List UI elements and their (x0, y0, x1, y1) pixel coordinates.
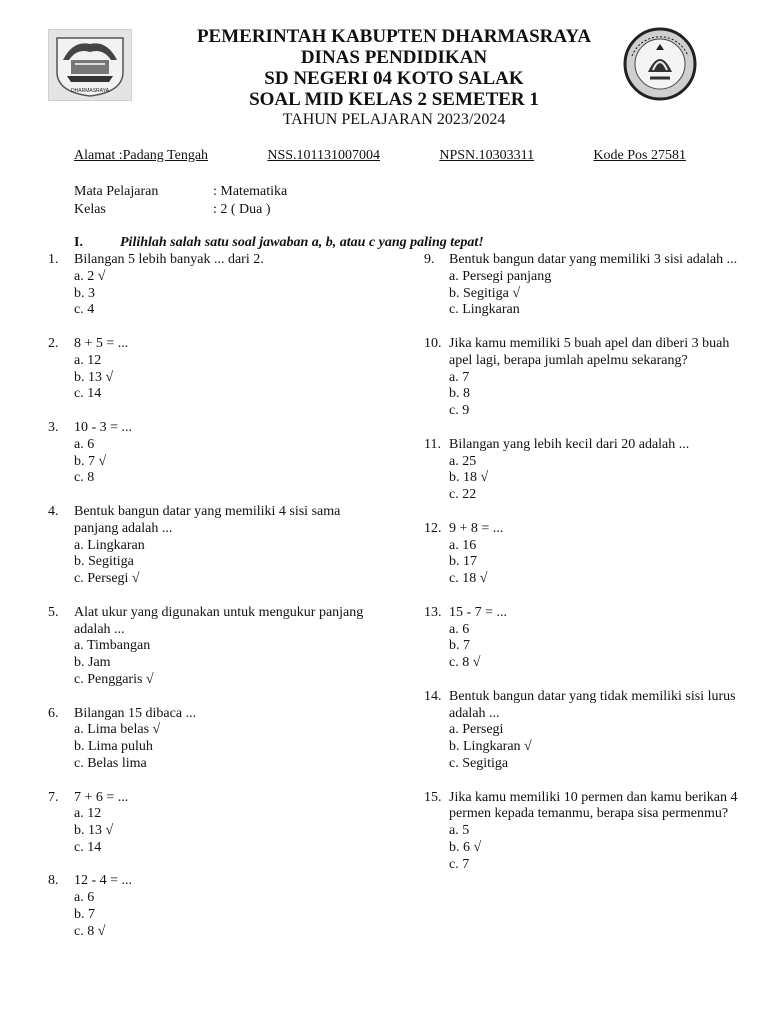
question-body (74, 252, 378, 319)
answer-option: a. 2 √ (74, 268, 106, 284)
answer-option: a. Persegi panjang (449, 268, 552, 284)
answer-option: a. 6 (74, 436, 95, 452)
header-line-2: DINAS PENDIDIKAN (300, 47, 488, 68)
question-text: Bentuk bangun datar yang tidak memiliki sisi lurus adalah ... (449, 688, 736, 721)
question-text: Bilangan 5 lebih banyak ... dari 2. (74, 252, 264, 267)
question-item (48, 252, 378, 319)
question-number: 14. (424, 688, 442, 704)
address-line (74, 148, 686, 164)
question-item (48, 706, 378, 773)
question-item (424, 521, 744, 588)
question-body (449, 336, 744, 420)
question-body (74, 605, 378, 689)
answer-option: a. Lingkaran (74, 537, 145, 553)
question-body (74, 504, 378, 588)
answer-option: a. Persegi (449, 722, 504, 738)
letterhead (0, 26, 768, 130)
answer-option: b. Segitiga √ (449, 285, 521, 301)
question-number: 10. (424, 335, 442, 351)
question-body (449, 790, 744, 874)
question-body (74, 873, 378, 940)
question-number: 9. (424, 252, 435, 267)
question-item (424, 605, 744, 672)
postal-code-text: Kode Pos 27581 (593, 148, 686, 163)
answer-option: a. 7 (449, 369, 470, 385)
answer-option: b. 17 (449, 554, 477, 570)
answer-option: c. 4 (74, 302, 95, 318)
answer-option: b. Jam (74, 655, 111, 671)
question-item (48, 790, 378, 857)
answer-option: c. 8 √ (74, 923, 106, 939)
answer-option: c. 18 √ (449, 571, 488, 587)
question-number: 8. (48, 873, 59, 889)
section-number: I. (74, 235, 83, 250)
answer-option: a. 12 (74, 352, 102, 368)
question-number: 13. (424, 604, 442, 620)
answer-option: b. Segitiga (74, 554, 134, 570)
questions-left-column (48, 252, 378, 957)
question-item (424, 252, 744, 319)
answer-option: b. 7 √ (74, 453, 107, 469)
answer-option: c. 14 (74, 386, 102, 402)
question-text: Bentuk bangun datar yang memiliki 3 sisi adalah ... (449, 252, 738, 267)
question-text: 9 + 8 = ... (449, 520, 504, 536)
question-body (74, 420, 378, 487)
subject-info (74, 183, 287, 219)
answer-option: b. 3 (74, 285, 95, 301)
question-body (74, 706, 378, 773)
question-item (48, 873, 378, 940)
subject-row (74, 183, 287, 201)
question-item (48, 504, 378, 588)
question-text: Bentuk bangun datar yang memiliki 4 sisi sama panjang adalah ... (74, 503, 341, 536)
answer-option: a. 6 (449, 621, 470, 637)
header-line-4: SOAL MID KELAS 2 SEMETER 1 (249, 89, 539, 110)
question-number: 12. (424, 520, 442, 536)
question-text: Jika kamu memiliki 10 permen dan kamu berikan 4 permen kepada temanmu, berapa sisa permenmu? (449, 789, 738, 822)
question-item (424, 790, 744, 874)
answer-option: c. Lingkaran (449, 302, 520, 318)
question-text: Alat ukur yang digunakan untuk mengukur panjang adalah ... (74, 604, 364, 637)
answer-option: c. 22 (449, 487, 477, 503)
answer-option: a. 25 (449, 453, 477, 469)
answer-option: a. 6 (74, 890, 95, 906)
question-item (424, 689, 744, 773)
question-number: 7. (48, 789, 59, 805)
answer-option: b. 13 √ (74, 369, 114, 385)
question-body (74, 790, 378, 857)
answer-option: c. 9 (449, 403, 470, 419)
question-text: 8 + 5 = ... (74, 335, 129, 351)
question-text: Bilangan 15 dibaca ... (74, 705, 197, 721)
school-year: TAHUN PELAJARAN 2023/2024 (282, 111, 506, 128)
answer-option: a. 5 (449, 823, 470, 839)
question-body (449, 605, 744, 672)
question-item (48, 420, 378, 487)
question-text: Jika kamu memiliki 5 buah apel dan diberi 3 buah apel lagi, berapa jumlah apelmu sekarang? (449, 335, 730, 368)
header-line-1: PEMERINTAH KABUPTEN DHARMASRAYA (196, 26, 592, 47)
question-body (449, 521, 744, 588)
answer-option: b. 8 (449, 386, 470, 402)
question-body (74, 336, 378, 403)
question-number: 1. (48, 252, 59, 267)
answer-option: b. 6 √ (449, 839, 482, 855)
question-number: 3. (48, 419, 59, 435)
instruction-text: Pilihlah salah satu soal jawaban a, b, atau c yang paling tepat! (120, 235, 484, 250)
subject-label: Mata Pelajaran (74, 184, 159, 199)
answer-option: c. 7 (449, 856, 470, 872)
answer-option: c. Persegi √ (74, 571, 140, 587)
answer-option: b. 13 √ (74, 823, 114, 839)
answer-option: c. Belas lima (74, 755, 147, 771)
class-value: : 2 ( Dua ) (213, 202, 271, 217)
npsn-text: NPSN.10303311 (439, 148, 535, 163)
question-text: 10 - 3 = ... (74, 419, 133, 435)
class-label: Kelas (74, 202, 106, 217)
header-line-3: SD NEGERI 04 KOTO SALAK (264, 68, 524, 89)
answer-option: b. 18 √ (449, 470, 489, 486)
question-item (424, 437, 744, 504)
address-text: Alamat :Padang Tengah (74, 148, 209, 163)
logo-left-text: DHARMASRAYA (71, 88, 109, 94)
answer-option: a. 16 (449, 537, 477, 553)
question-text: 15 - 7 = ... (449, 604, 508, 620)
answer-option: a. 12 (74, 806, 102, 822)
question-item (48, 336, 378, 403)
answer-option: b. 7 (449, 638, 470, 654)
question-body (449, 437, 744, 504)
subject-value: : Matematika (213, 184, 288, 199)
answer-option: c. 14 (74, 839, 102, 855)
question-number: 4. (48, 503, 59, 519)
question-number: 15. (424, 789, 442, 805)
question-number: 11. (424, 436, 441, 452)
question-number: 5. (48, 604, 59, 620)
question-body (449, 252, 744, 319)
answer-option: b. 7 (74, 907, 95, 923)
answer-option: b. Lingkaran √ (449, 739, 532, 755)
section-instruction (74, 235, 484, 251)
question-body (449, 689, 744, 773)
answer-option: a. Timbangan (74, 638, 151, 654)
question-number: 2. (48, 335, 59, 351)
question-number: 6. (48, 705, 59, 721)
question-text: 7 + 6 = ... (74, 789, 129, 805)
question-text: Bilangan yang lebih kecil dari 20 adalah ... (449, 436, 690, 452)
class-row (74, 201, 287, 219)
answer-option: c. 8 √ (449, 655, 481, 671)
nss-text: NSS.101131007004 (267, 148, 381, 163)
question-text: 12 - 4 = ... (74, 873, 133, 889)
question-item (424, 336, 744, 420)
answer-option: c. Penggaris √ (74, 671, 154, 687)
answer-option: c. 8 (74, 470, 95, 486)
answer-option: c. Segitiga (449, 755, 509, 771)
answer-option: a. Lima belas √ (74, 722, 161, 738)
questions-right-column (424, 252, 744, 890)
answer-option: b. Lima puluh (74, 739, 153, 755)
question-item (48, 605, 378, 689)
